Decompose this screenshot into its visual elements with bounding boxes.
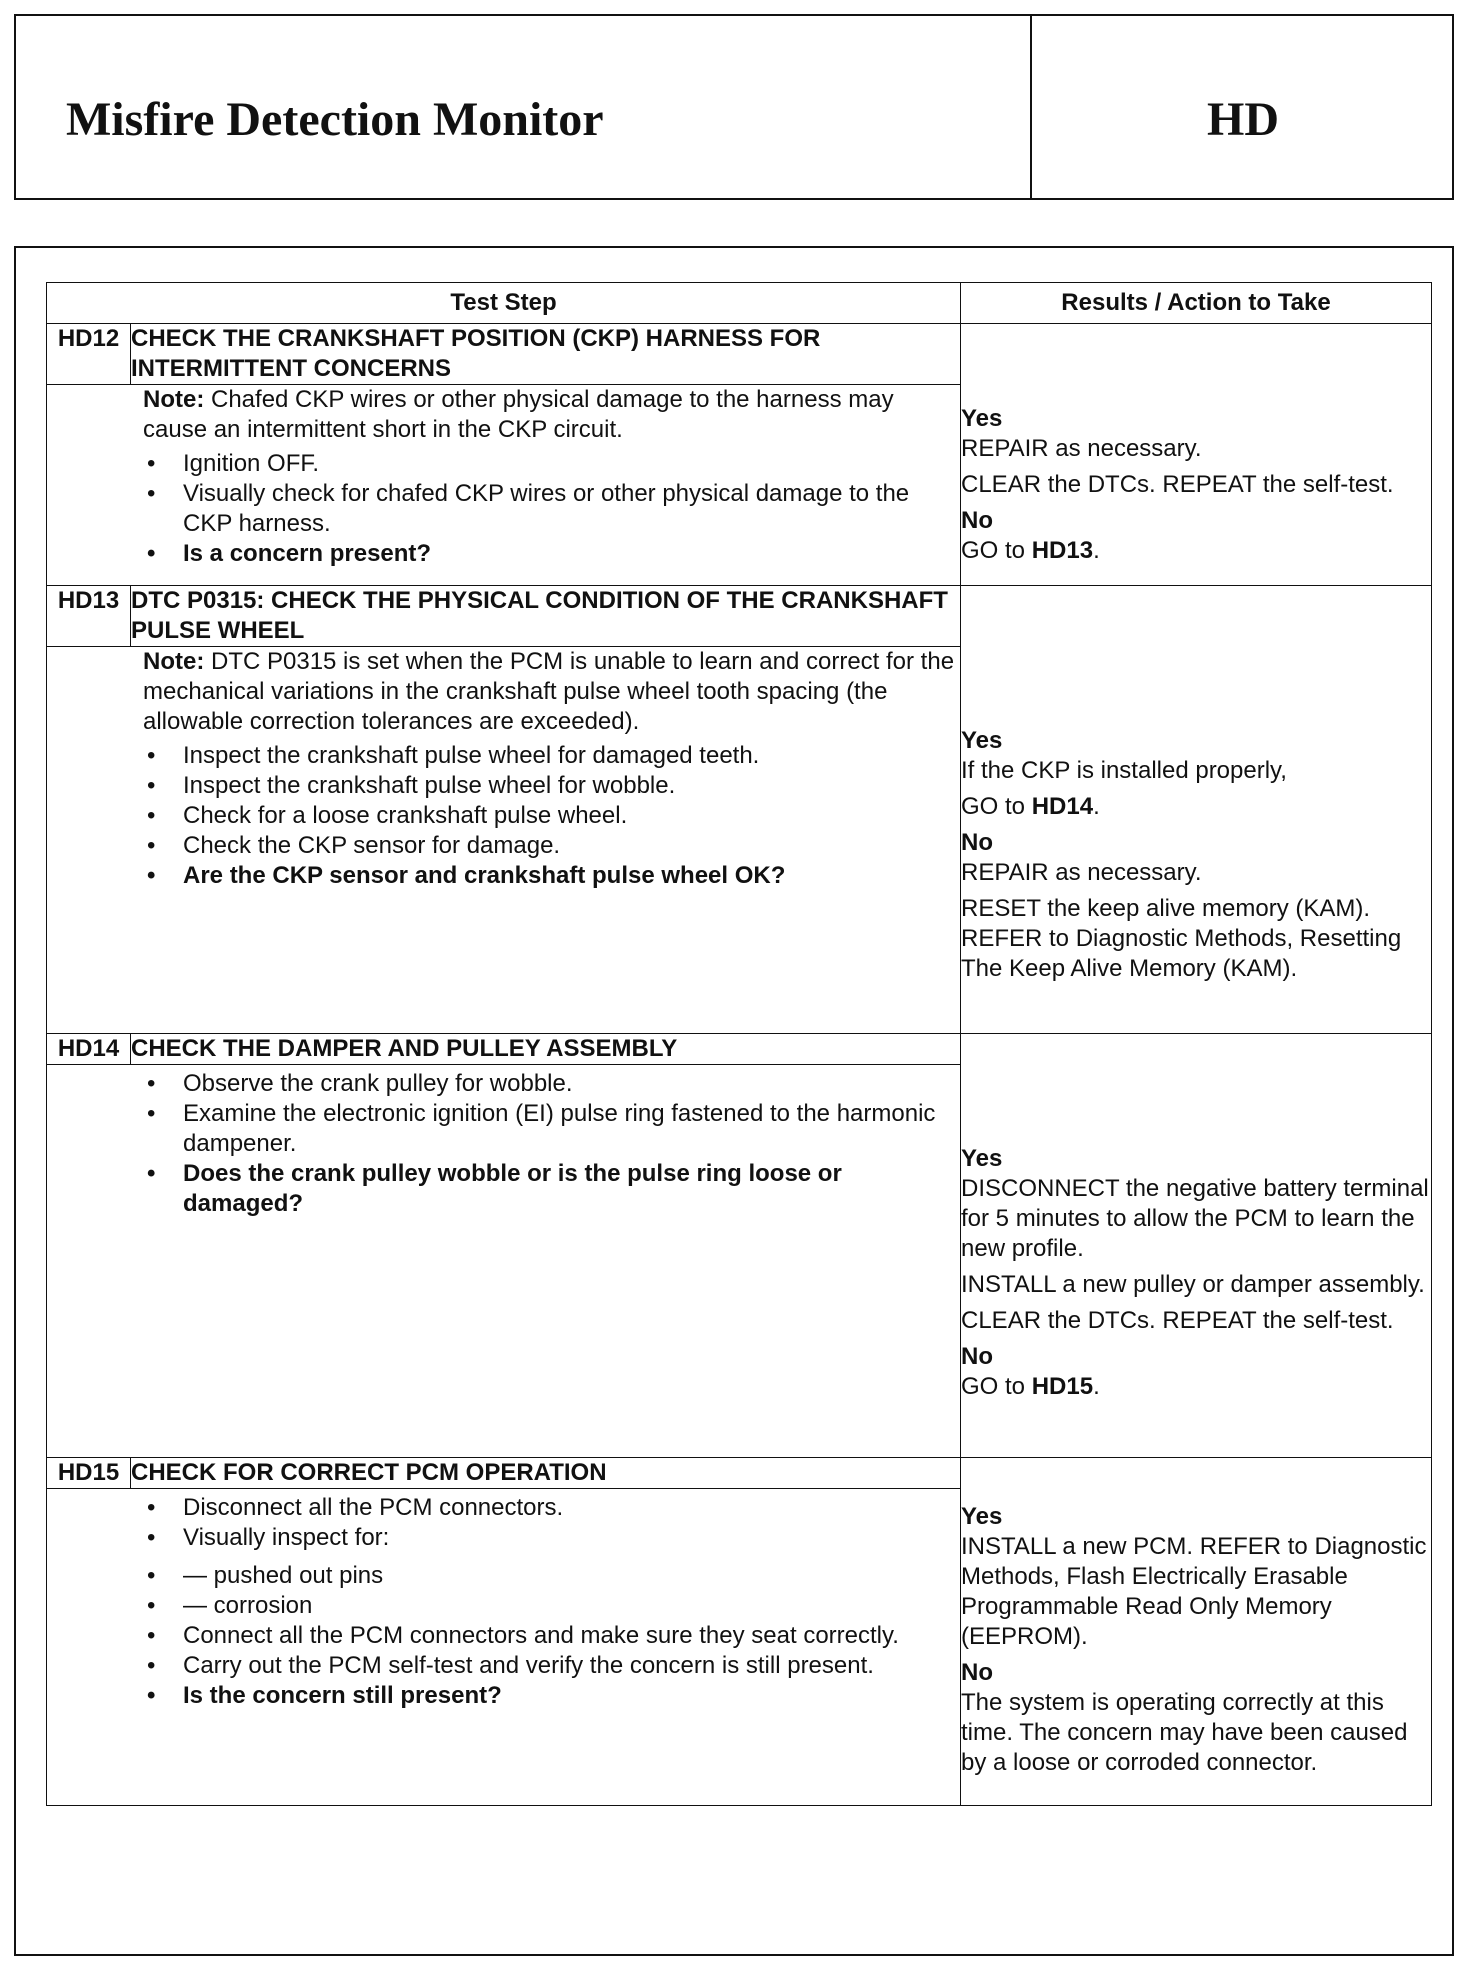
result-line: The system is operating correctly at this time. The concern may have been caused by a loose or corroded connector. <box>961 1689 1408 1776</box>
list-item: • Inspect the crankshaft pulse wheel for wobble. <box>143 771 960 801</box>
result-line: REPAIR as necessary. <box>961 859 1202 886</box>
col-header-results: Results / Action to Take <box>961 283 1432 324</box>
step-body <box>47 647 961 1034</box>
step-body <box>47 1065 961 1458</box>
result-line: CLEAR the DTCs. REPEAT the self-test. <box>961 1307 1394 1334</box>
yes-label: Yes <box>961 727 1003 754</box>
result-line: CLEAR the DTCs. REPEAT the self-test. <box>961 471 1394 498</box>
result-line: INSTALL a new pulley or damper assembly. <box>961 1271 1425 1298</box>
step-body <box>47 1489 961 1806</box>
step-question: • Is the concern still present? <box>143 1681 960 1711</box>
step-code: HD15 <box>47 1458 131 1489</box>
list-item: • Check for a loose crankshaft pulse wheel. <box>143 801 960 831</box>
step-hd15-title-row <box>47 1458 1432 1489</box>
step-question: • Are the CKP sensor and crankshaft pulse wheel OK? <box>143 861 960 891</box>
table-header-row <box>47 283 1432 324</box>
yes-label: Yes <box>961 1503 1003 1530</box>
no-label: No <box>961 507 993 534</box>
result-line: If the CKP is installed properly, <box>961 757 1287 784</box>
step-code: HD14 <box>47 1034 131 1065</box>
step-body <box>47 385 961 586</box>
result-line: INSTALL a new PCM. REFER to Diagnostic Methods, Flash Electrically Erasable Programmable Read Only Memory (EEPROM). <box>961 1533 1427 1650</box>
step-title: CHECK THE CRANKSHAFT POSITION (CKP) HARNESS FOR INTERMITTENT CONCERNS <box>131 324 961 385</box>
step-question: • Is a concern present? <box>143 539 960 569</box>
sub-list <box>143 1561 960 1621</box>
list-item: • Disconnect all the PCM connectors. <box>143 1493 960 1523</box>
result-line: GO to HD15. <box>961 1373 1100 1400</box>
sub-list-item: • — pushed out pins <box>143 1561 960 1591</box>
step-title: CHECK FOR CORRECT PCM OPERATION <box>131 1458 961 1489</box>
list-item: • Visually inspect for: • — pushed out pins • — corrosion <box>143 1523 960 1621</box>
step-hd14-title-row <box>47 1034 1432 1065</box>
goto-target: HD15 <box>1031 1373 1094 1400</box>
no-label: No <box>961 1343 993 1370</box>
bullet-list <box>143 741 960 891</box>
page-header <box>14 14 1454 200</box>
result-line: GO to HD14. <box>961 793 1100 820</box>
step-note: Note: DTC P0315 is set when the PCM is unable to learn and correct for the mechanical variations in the crankshaft pulse wheel tooth spacing (the allowable correction tolerances are exceeded). <box>143 648 955 735</box>
step-result <box>961 324 1432 586</box>
step-hd12-title-row <box>47 324 1432 385</box>
no-label: No <box>961 1659 993 1686</box>
step-title: CHECK THE DAMPER AND PULLEY ASSEMBLY <box>131 1034 961 1065</box>
result-line: DISCONNECT the negative battery terminal for 5 minutes to allow the PCM to learn the new profile. <box>961 1175 1429 1262</box>
list-item: • Ignition OFF. <box>143 449 960 479</box>
no-label: No <box>961 829 993 856</box>
page-title: Misfire Detection Monitor <box>66 93 604 146</box>
step-result <box>961 1034 1432 1458</box>
result-line: REPAIR as necessary. <box>961 435 1202 462</box>
sub-list-item: • — corrosion <box>143 1591 960 1621</box>
list-item: • Visually check for chafed CKP wires or other physical damage to the CKP harness. <box>143 479 960 539</box>
result-line: GO to HD13. <box>961 537 1100 564</box>
bullet-list <box>143 1493 960 1711</box>
step-result <box>961 1458 1432 1806</box>
list-item: • Check the CKP sensor for damage. <box>143 831 960 861</box>
step-code: HD13 <box>47 586 131 647</box>
col-header-test-step: Test Step <box>47 283 961 324</box>
goto-target: HD13 <box>1031 537 1094 564</box>
list-item: • Connect all the PCM connectors and make sure they seat correctly. <box>143 1621 960 1651</box>
bullet-list <box>143 449 960 569</box>
section-code: HD <box>1207 93 1279 146</box>
step-code: HD12 <box>47 324 131 385</box>
list-item: • Examine the electronic ignition (EI) pulse ring fastened to the harmonic dampener. <box>143 1099 960 1159</box>
yes-label: Yes <box>961 405 1003 432</box>
step-result <box>961 586 1432 1034</box>
yes-label: Yes <box>961 1145 1003 1172</box>
step-question: • Does the crank pulley wobble or is the pulse ring loose or damaged? <box>143 1159 960 1219</box>
bullet-list <box>143 1069 960 1219</box>
step-title: DTC P0315: CHECK THE PHYSICAL CONDITION OF THE CRANKSHAFT PULSE WHEEL <box>131 586 961 647</box>
step-note: Note: Chafed CKP wires or other physical damage to the harness may cause an intermittent short in the CKP circuit. <box>143 386 894 443</box>
test-step-table <box>46 282 1432 1806</box>
list-item: • Observe the crank pulley for wobble. <box>143 1069 960 1099</box>
list-item: • Inspect the crankshaft pulse wheel for damaged teeth. <box>143 741 960 771</box>
result-line: RESET the keep alive memory (KAM). REFER to Diagnostic Methods, Resetting The Keep Alive Memory (KAM). <box>961 895 1402 982</box>
step-hd13-title-row <box>47 586 1432 647</box>
list-item: • Carry out the PCM self-test and verify the concern is still present. <box>143 1651 960 1681</box>
goto-target: HD14 <box>1031 793 1094 820</box>
